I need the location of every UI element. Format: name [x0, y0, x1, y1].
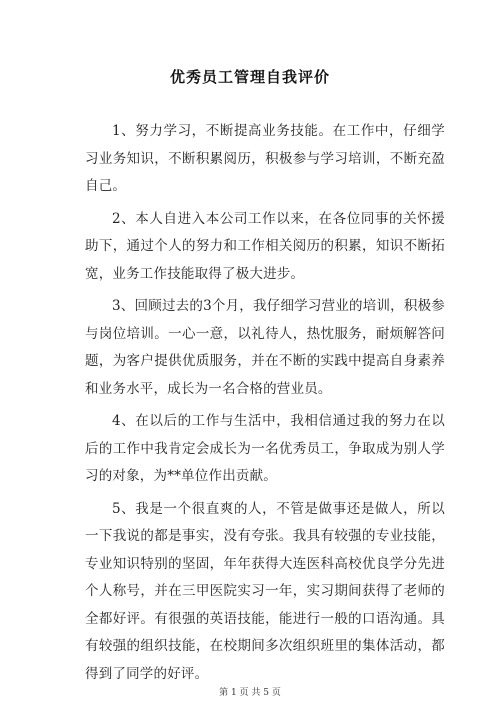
page-footer: 第 1 页 共 5 页 — [219, 688, 281, 698]
paragraph-1: 1、努力学习，不断提高业务技能。在工作中，仔细学习业务知识，不断积累阅历，积极参与学习培训，不断充盈自己。 — [85, 123, 445, 194]
paragraph-2: 2、本人自进入本公司工作以来，在各位同事的关怀援助下，通过个人的努力和工作相关阅历的积累，知识不断拓宽，业务工作技能取得了极大进步。 — [85, 210, 445, 282]
document-title: 优秀员工管理自我评价 — [169, 68, 330, 86]
paragraph-3: 3、回顾过去的3个月，我仔细学习营业的培训，积极参与岗位培训。一心一意，以礼待人，热忱服务，耐烦解答问题，为客户提供优质服务，并在不断的实践中提高自身素养和业务水平，成长为一名合格的营业员。 — [85, 298, 445, 397]
paragraph-5: 5、我是一个很直爽的人，不管是做事还是做人，所以一下我说的都是事实，没有夸张。我具有较强的专业技能，专业知识特别的坚固，年年获得大连医科高校优良学分先进个人称号，并在三甲医院实习一年，实习期间获得了老师的全都好评。有很强的英语技能，能进行一般的口语沟通。具有较强的组织技能，在校期间多次组织班里的集体活动，都得到了同学的好评。 — [85, 500, 445, 682]
document-body — [85, 118, 445, 693]
paragraph-4: 4、在以后的工作与生活中，我相信通过我的努力在以后的工作中我肯定会成长为一名优秀员工，争取成为别人学习的对象，为**单位作出贡献。 — [85, 413, 445, 484]
